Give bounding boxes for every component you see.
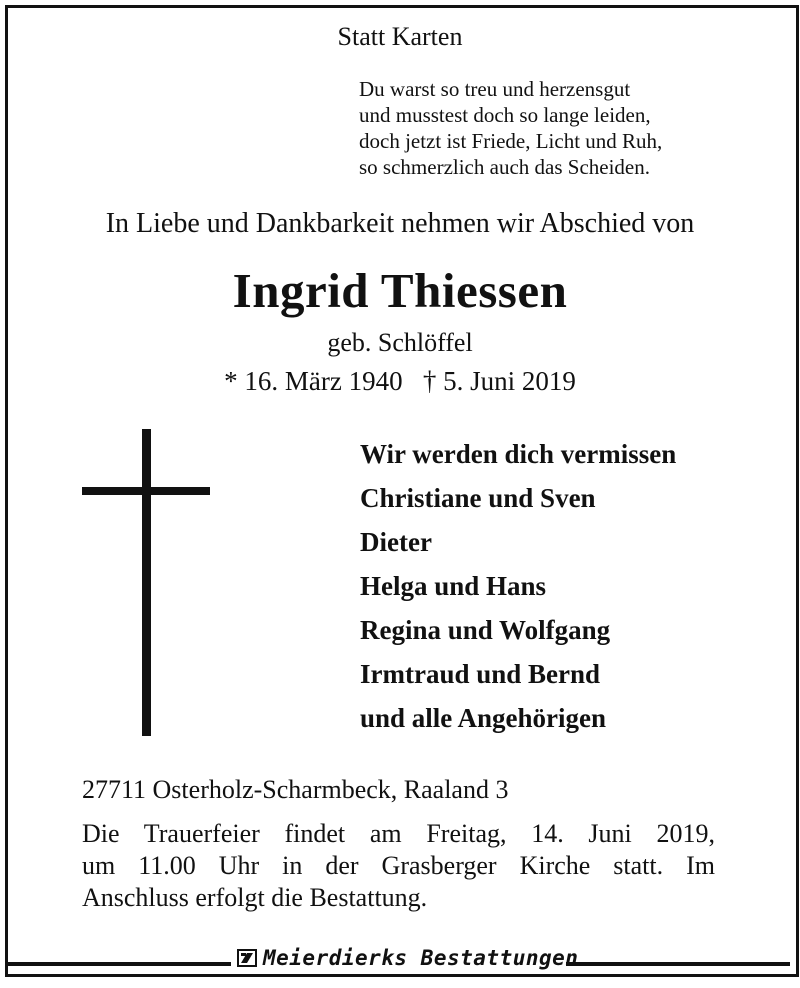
birth-date: * 16. März 1940 [224,366,403,396]
mourner-line: Helga und Hans [360,571,547,601]
poem-line: doch jetzt ist Friede, Licht und Ruh, [359,129,663,153]
mourner-line: Christiane und Sven [360,483,596,513]
poem [359,76,662,180]
funeral-home-footer [237,946,578,970]
poem-line: und musstest doch so lange leiden, [359,103,651,127]
ceremony-info [82,818,715,914]
ceremony-line: Die Trauerfeier findet am Freitag, 14. Juni 2019, [82,819,715,848]
mourner-line: Dieter [360,527,432,557]
life-dates [0,366,800,397]
notice-header: Statt Karten [337,22,463,51]
ceremony-line: Anschluss erfolgt die Bestattung. [82,883,428,912]
mourner-line: Wir werden dich vermissen [360,439,677,469]
funeral-home-logo-icon [237,948,257,966]
funeral-home-name: Meierdierks Bestattungen [263,946,579,970]
address: 27711 Osterholz-Scharmbeck, Raaland 3 [82,775,509,804]
maiden-name: geb. Schlöffel [327,328,473,357]
ceremony-line: um 11.00 Uhr in der Grasberger Kirche statt. Im [82,851,715,880]
death-date: † 5. Juni 2019 [422,366,576,396]
mourner-line: und alle Angehörigen [360,703,607,733]
intro-text: In Liebe und Dankbarkeit nehmen wir Abschied von [105,208,695,239]
poem-line: so schmerzlich auch das Scheiden. [359,155,650,179]
deceased-name: Ingrid Thiessen [232,263,568,318]
mourner-line: Irmtraud und Bernd [360,659,601,689]
mourners-list [360,432,676,740]
mourner-line: Regina und Wolfgang [360,615,611,645]
footer-rule-left [7,962,231,966]
footer-rule-right [566,962,790,966]
poem-line: Du warst so treu und herzensgut [359,77,631,101]
